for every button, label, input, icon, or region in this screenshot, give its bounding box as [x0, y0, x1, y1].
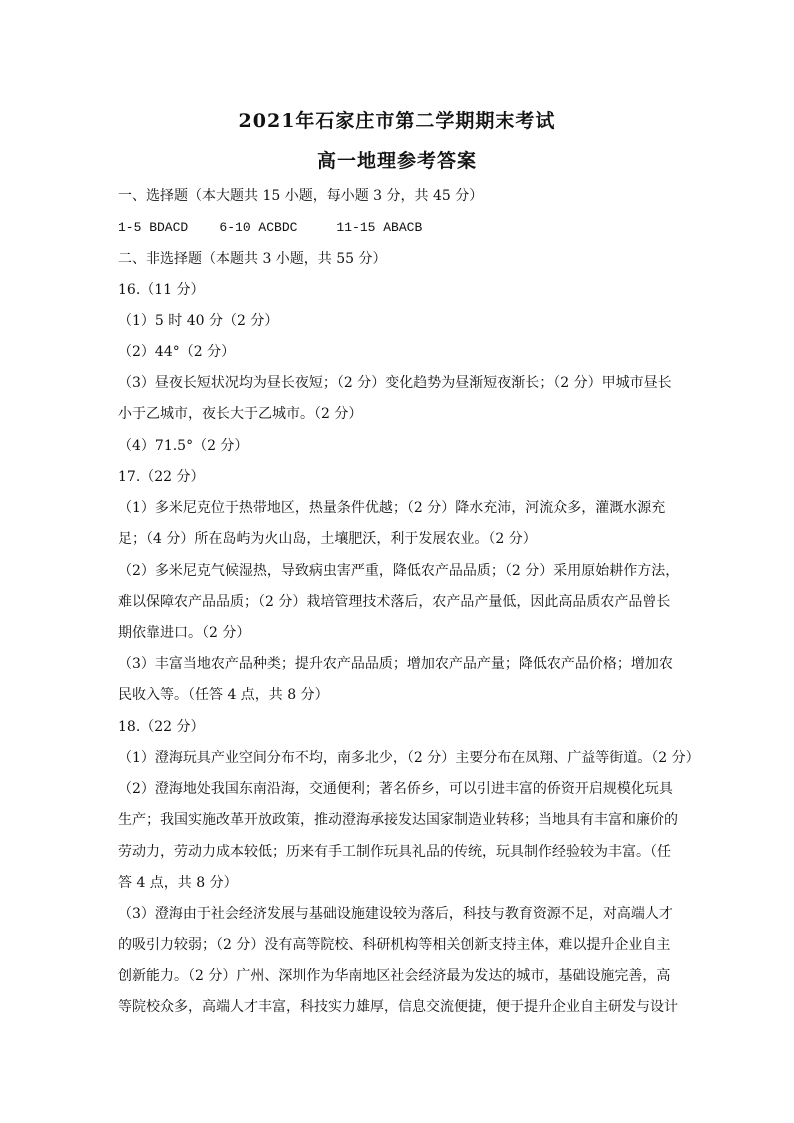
q16-part1: （1）5 时 40 分（2 分） [118, 313, 279, 329]
q18-part2-line2: 生产；我国实施改革开放政策，推动澄海承接发达国家制造业转移；当地具有丰富和廉价的 [118, 812, 678, 828]
q18-heading: 18.（22 分） [118, 719, 205, 735]
q18-part3-line4: 等院校众多，高端人才丰富，科技实力雄厚，信息交流便捷，便于提升企业自主研发与设计 [118, 999, 678, 1015]
choice-answers: 1-5 BDACD 6-10 ACBDC 11-15 ABACB [118, 220, 423, 235]
q17-part2-line2: 难以保障农产品品质；（2 分）栽培管理技术落后，农产品产量低，因此高品质农产品曾长 [118, 594, 671, 610]
q18-part3-line2: 的吸引力较弱；（2 分）没有高等院校、科研机构等相关创新支持主体，难以提升企业自主 [118, 937, 671, 953]
q17-part2-line3: 期依靠进口。（2 分） [118, 625, 251, 641]
q18-part2-line1: （2）澄海地处我国东南沿海，交通便利；著名侨乡，可以引进丰富的侨资开启规模化玩具 [118, 781, 673, 797]
q16-part3-line2: 小于乙城市，夜长大于乙城市。（2 分） [118, 406, 363, 422]
q16-part2: （2）44°（2 分） [118, 344, 236, 360]
q18-part1: （1）澄海玩具产业空间分布不均，南多北少，（2 分）主要分布在凤翔、广益等街道。（2 分） [118, 750, 700, 766]
q18-part3-line1: （3）澄海由于社会经济发展与基础设施建设较为落后，科技与教育资源不足，对高端人才 [118, 906, 673, 922]
q18-part3-line3: 创新能力。（2 分）广州、深圳作为华南地区社会经济最为发达的城市，基础设施完善，高 [118, 968, 671, 984]
q18-part2-line3: 劳动力，劳动力成本较低；历来有手工制作玩具礼品的传统，玩具制作经验较为丰富。（任 [118, 844, 671, 860]
q16-part3-line1: （3）昼夜长短状况均为昼长夜短；（2 分）变化趋势为昼渐短夜渐长；（2 分）甲城市昼长 [118, 375, 672, 391]
q17-heading: 17.（22 分） [118, 469, 205, 485]
q17-part3-line1: （3）丰富当地农产品种类；提升农产品品质；增加农产品产量；降低农产品价格；增加农 [118, 656, 673, 672]
q16-heading: 16.（11 分） [118, 282, 205, 298]
q16-part4: （4）71.5°（2 分） [118, 438, 249, 454]
q17-part2-line1: （2）多米尼克气候湿热，导致病虫害严重，降低农产品品质；（2 分）采用原始耕作方法， [118, 563, 680, 579]
q17-part3-line2: 民收入等。（任答 4 点，共 8 分） [118, 687, 329, 703]
exam-title: 2021年石家庄市第二学期期末考试 [238, 110, 556, 132]
q17-part1-line1: （1）多米尼克位于热带地区，热量条件优越；（2 分）降水充沛，河流众多，灌溉水源充 [118, 500, 666, 516]
q18-part2-line4: 答 4 点，共 8 分） [118, 875, 238, 891]
section-two-heading: 二、非选择题（本题共 3 小题，共 55 分） [118, 251, 387, 267]
q17-part1-line2: 足；（4 分）所在岛屿为火山岛，土壤肥沃，利于发展农业。（2 分） [118, 531, 537, 547]
section-one-heading: 一、选择题（本大题共 15 小题，每小题 3 分，共 45 分） [118, 188, 484, 204]
answer-subtitle: 高一地理参考答案 [316, 150, 477, 172]
